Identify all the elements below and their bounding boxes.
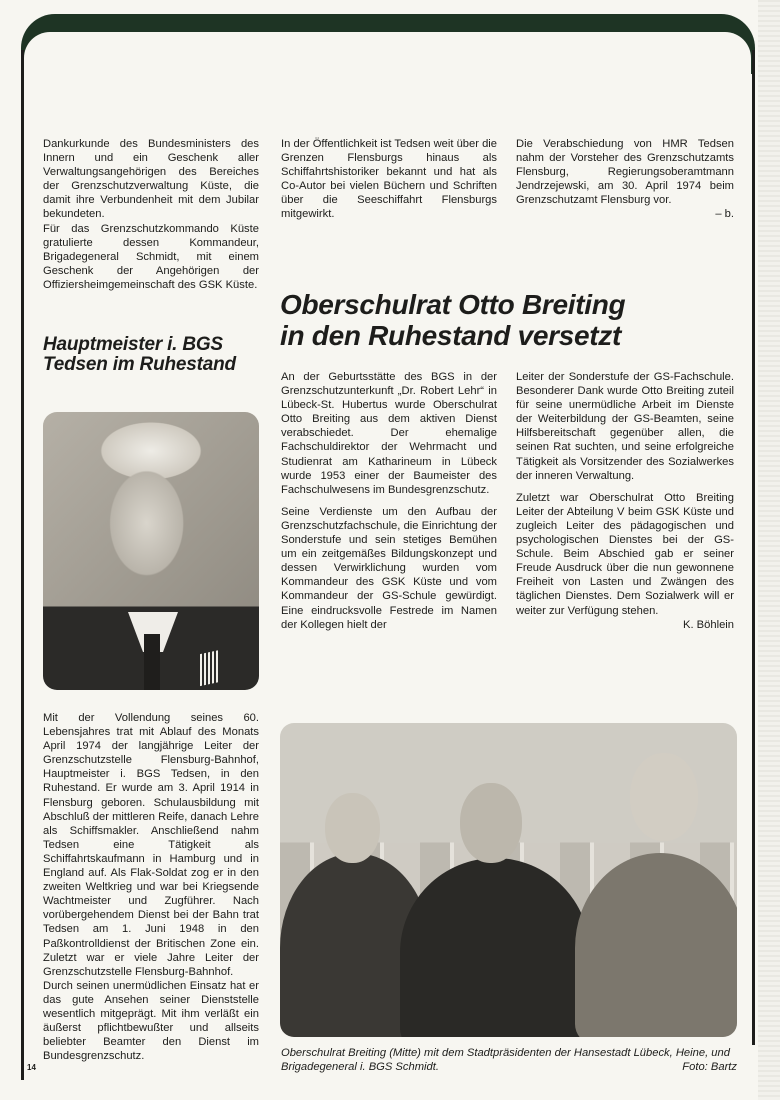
paragraph: Die Verabschiedung von HMR Tedsen nahm der Vorsteher des Grenzschutzamts Flensburg, Regierungsoberamtmann Jendrzejewski, am 30. April 1974 beim Grenzschutzamt Flensburg vor. [516,138,734,207]
photo-figure [460,783,522,863]
continuation-column-1 [43,137,259,292]
photo-figure [400,858,590,1037]
paragraph: Zuletzt war Oberschulrat Otto Breiting Leiter der Abteilung V beim GSK Küste und zugleich Leiter des pädagogischen und psychologischen Dienstes bei der GS-Schule. Beim Abschied gab er seiner Freude Ausdruck über die nun gewonnene Freiheit von Lasten und Zwängen des täglichen Dienstes. Dem Sozialwerk will er weiter zur Verfügung stehen. [516,491,734,617]
photo-figure [575,853,737,1037]
paragraph: In der Öffentlichkeit ist Tedsen weit über die Grenzen Flensburgs hinaus als Schiffahrtshistoriker bekannt und hat als Co-Autor bei vielen Büchern und Schriften über die Seeschiffahrt Flensburgs mitgewirkt. [281,138,497,221]
page-frame-inner [24,32,751,92]
paragraph: Mit der Vollendung seines 60. Lebensjahres trat mit Ablauf des Monats April 1974 der langjährige Leiter der Grenzschutzstelle Flensburg-Bahnhof, Hauptmeister i. BGS Tedsen, in den Ruhestand. Er wurde am 3. April 1914 in Flensburg geboren. Schulausbildung mit Abschluß der mittleren Reife, danach Lehre als Schiffsmakler. Anschließend nahm Tedsen eine Tätigkeit als Schiffahrtskaufmann in Hamburg und in England auf. Als Flak-Soldat zog er in den zweiten Weltkrieg und war bei Kriegsende Wachtmeister und Zugführer. Nach vorübergehendem Dienst bei der Bahn trat Tedsen am 1. Juni 1948 in den Paßkontrolldienst der Britischen Zone ein. Zuletzt war er viele Jahre Leiter der Grenzschutzstelle Flensburg-Bahnhof. [43,712,259,978]
paragraph: Seine Verdienste um den Aufbau der Grenzschutzfachschule, die Einrichtung der Sonderstufe und sein stetiges Bemühen um ein zeitgemäßes Bildungskonzept und dessen Verwirklichung wurden vom Kommandeur des GSK Küste und vom Kommandeur der GS-Schule gewürdigt. Eine eindrucksvolle Festrede im Namen der Kollegen hielt der [281,505,497,631]
page-margin-scan [758,0,780,1100]
page-frame-left-rule [21,50,24,1080]
photo-figure [630,753,698,841]
author-signature: – b. [715,208,734,221]
breiting-column-2 [516,370,734,632]
breiting-column-1 [281,370,497,632]
paragraph: An der Geburtsstätte des BGS in der Grenzschutzunterkunft „Dr. Robert Lehr“ in Lübeck-St. Hubertus wurde Oberschulrat Otto Breiting aus dem aktiven Dienst verabschiedet. Der ehemalige Fachschuldirektor der Wehrmacht und Studienrat am Katharineum in Lübeck wurde 1953 einer der Baumeister des Fachschulwesens im Bundesgrenzschutz. [281,371,497,496]
page-number: 14 [27,1063,36,1072]
headline-line-2: in den Ruhestand versetzt [280,320,622,351]
paragraph: Leiter der Sonderstufe der GS-Fachschule. Besonderer Dank wurde Otto Breiting zuteil für seine unermüdliche Arbeit im Dienste der Weiterbildung der GS-Beamten, seine Hilfsbereitschaft gegenüber allen, die seinen Rat suchten, und seine erfolgreiche Tätigkeit als Vorsitzender des Sozialwerkes der inneren Verwaltung. [516,371,734,482]
headline-line-1: Oberschulrat Otto Breiting [280,289,626,320]
group-photo-breiting [280,723,737,1037]
author-signature: K. Böhlein [683,618,734,631]
portrait-photo-tedsen [43,412,259,690]
tedsen-headline: Hauptmeister i. BGS Tedsen im Ruhestand [43,334,236,375]
page-frame-right-rule [752,50,755,1045]
caption-text: Oberschulrat Breiting (Mitte) mit dem Stadtpräsidenten der Hansestadt Lübeck, Heine, und Brigadegeneral i. BGS Schmidt. [281,1047,730,1074]
photo-caption [281,1046,737,1074]
photo-credit: Foto: Bartz [682,1061,737,1074]
paragraph: Für das Grenzschutzkommando Küste gratulierte dessen Kommandeur, Brigadegeneral Schmidt, mit einem Geschenk der Angehörigen der Offiziersheimgemeinschaft des GSK Küste. [43,222,259,291]
photo-figure [325,793,380,863]
continuation-column-3 [516,137,734,222]
article-headline [280,289,750,351]
paragraph: Dankurkunde des Bundesministers des Innern und ein Geschenk aller Verwaltungsangehörigen des Bereiches der Grenzschutzverwaltung Küste, die damit ihre Verbundenheit mit dem Jubilar bekundeten. [43,138,259,221]
continuation-column-2 [281,137,497,222]
tedsen-body [43,711,259,1063]
paragraph: Durch seinen unermüdlichen Einsatz hat er das gute Ansehen seiner Dienststelle wesentlich mitgeprägt. Mit ihm verläßt ein äußerst pflichtbewußter und allseits beliebter Beamter den Dienst im Bundesgrenzschutz. [43,979,259,1063]
photo-detail [144,634,160,690]
photo-detail [200,650,220,686]
